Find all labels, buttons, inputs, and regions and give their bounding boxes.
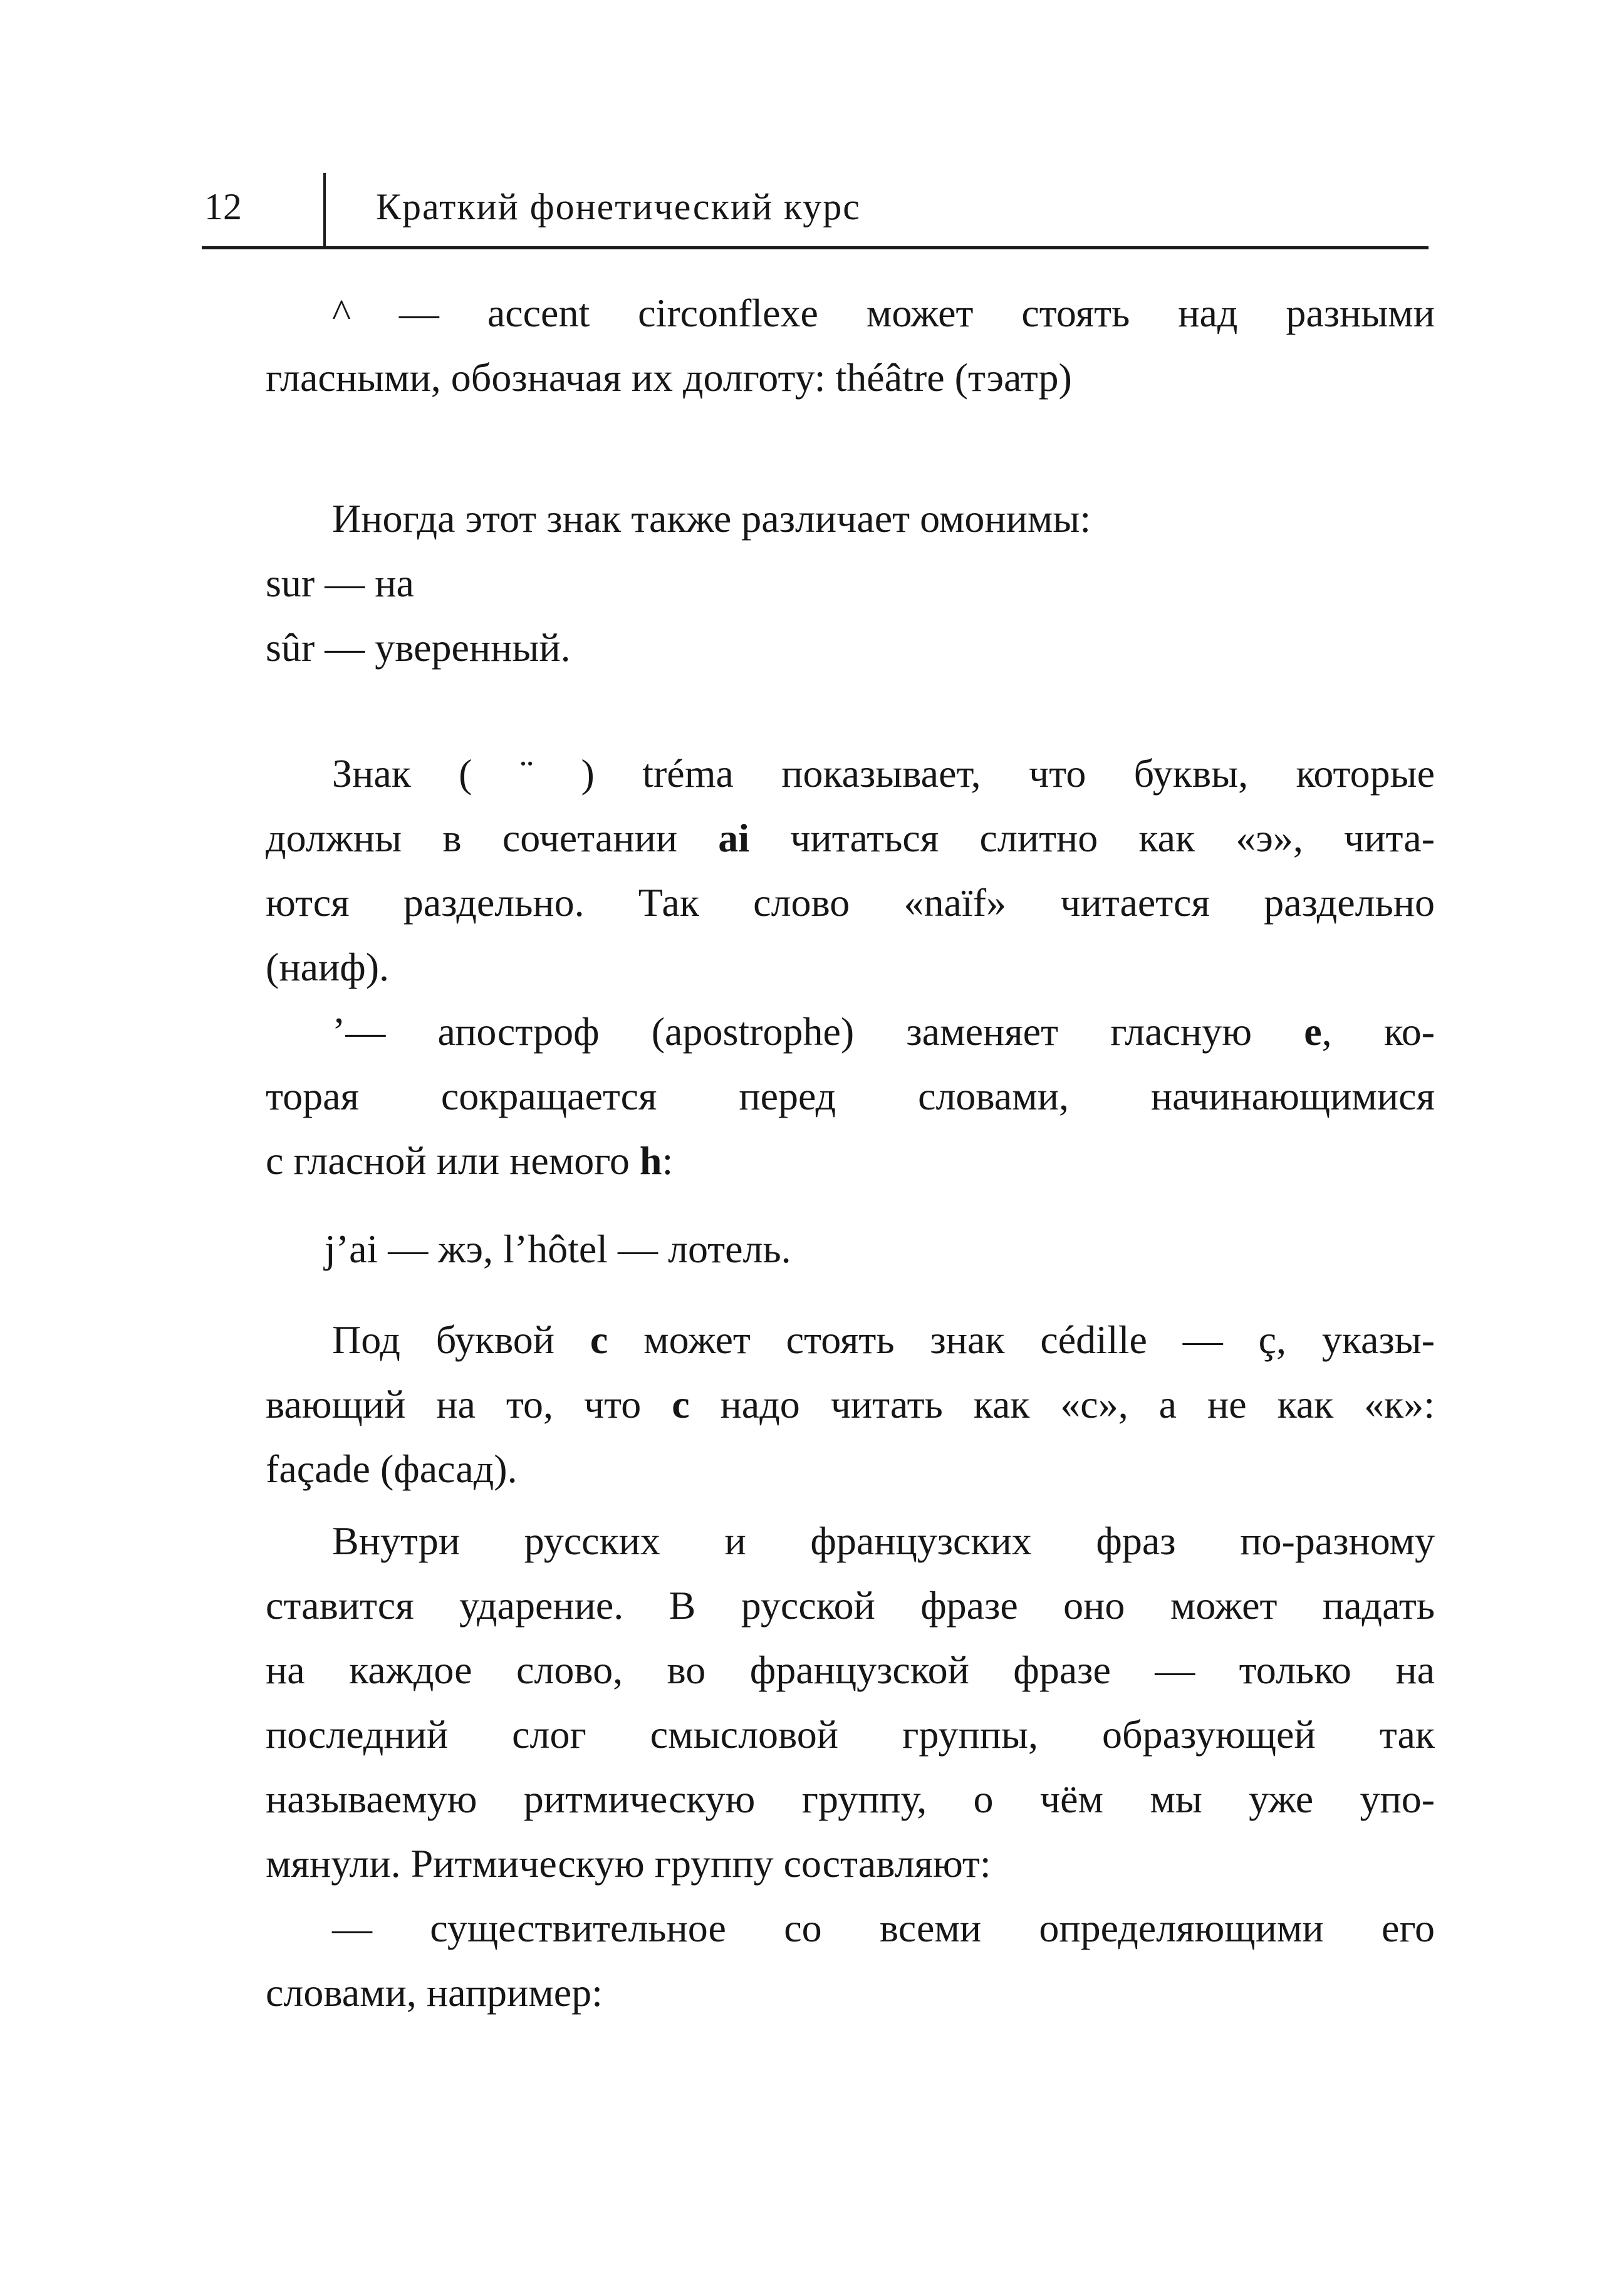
text-segment: sur — на	[266, 561, 414, 605]
text-line	[266, 1307, 1435, 1372]
text-segment: ставится ударение. В русской фразе оно может падать	[266, 1583, 1435, 1628]
para-homonyms-intro	[266, 486, 1435, 551]
text-line	[266, 870, 1435, 935]
text-line	[266, 1128, 1435, 1193]
text-segment: Под буквой	[332, 1317, 590, 1362]
header-rule	[202, 246, 1429, 249]
para-apostrophe	[266, 999, 1435, 1193]
text-line	[266, 999, 1435, 1064]
text-segment: sûr — уверенный.	[266, 625, 571, 670]
text-line	[266, 1372, 1435, 1436]
text-line	[266, 486, 1435, 551]
text-segment: мянули. Ритмическую группу составляют:	[266, 1841, 991, 1886]
text-line	[266, 806, 1435, 870]
example-jai-lhotel	[266, 1217, 1435, 1281]
text-segment: гласными, обозначая их долготу: théâtre (тэатр)	[266, 355, 1072, 400]
page-number: 12	[204, 186, 242, 227]
text-segment: Внутри русских и французских фраз по-разному	[332, 1519, 1435, 1563]
bold-letter: с	[672, 1382, 690, 1426]
text-segment: должны в сочетании	[266, 816, 719, 860]
text-line	[266, 741, 1435, 806]
text-line	[266, 1831, 1435, 1896]
text-line	[266, 1960, 1435, 2025]
bold-letter: h	[639, 1138, 662, 1183]
text-line	[266, 1767, 1435, 1831]
text-segment: ’— апостроф (apostrophe) заменяет гласную	[332, 1009, 1304, 1054]
text-segment: :	[662, 1138, 674, 1183]
text-segment: Знак ( ¨ ) tréma показывает, что буквы, которые	[332, 751, 1435, 796]
text-line	[266, 345, 1435, 410]
header-vertical-divider	[323, 173, 326, 249]
text-line	[266, 1217, 1435, 1281]
text-line	[266, 1638, 1435, 1702]
text-line	[266, 1509, 1435, 1573]
text-segment: читаться слитно как «э», чита-	[749, 816, 1435, 860]
text-line	[266, 1573, 1435, 1638]
text-segment: ^ — accent circonflexe может стоять над разными	[332, 291, 1435, 335]
text-segment: façade (фасад).	[266, 1447, 518, 1491]
text-segment: словами, например:	[266, 1970, 603, 2015]
para-trema	[266, 741, 1435, 999]
para-cedille	[266, 1307, 1435, 1501]
text-segment: — существительное со всеми определяющими его	[332, 1906, 1435, 1950]
example-sur-circonflexe	[266, 615, 1435, 680]
example-sur	[266, 551, 1435, 615]
text-segment: (наиф).	[266, 945, 389, 989]
text-segment: может стоять знак cédille — ç, указы-	[608, 1317, 1435, 1362]
text-segment: ются раздельно. Так слово «naïf» читается раздельно	[266, 880, 1435, 925]
bold-letter: с	[590, 1317, 608, 1362]
bold-letter: е	[1304, 1009, 1322, 1054]
text-line	[266, 1702, 1435, 1767]
text-body	[266, 281, 1435, 2025]
text-line	[266, 1896, 1435, 1960]
chapter-title: Краткий фонетический курс	[376, 186, 861, 227]
text-segment: вающий на то, что	[266, 1382, 672, 1426]
text-line	[266, 1436, 1435, 1501]
para-stress	[266, 1509, 1435, 1896]
para-circonflexe	[266, 281, 1435, 410]
text-segment: называемую ритмическую группу, о чём мы уже упо-	[266, 1777, 1435, 1821]
text-line	[266, 551, 1435, 615]
text-line	[266, 615, 1435, 680]
text-segment: надо читать как «с», а не как «к»:	[689, 1382, 1435, 1426]
text-line	[266, 281, 1435, 345]
text-segment: последний слог смысловой группы, образующей так	[266, 1712, 1435, 1757]
bold-letter: ai	[718, 816, 750, 860]
text-segment: торая сокращается перед словами, начинающимися	[266, 1074, 1435, 1118]
text-segment: Иногда этот знак также различает омонимы:	[332, 496, 1091, 541]
text-segment: j’ai — жэ, l’hôtel — лотель.	[325, 1227, 791, 1271]
text-segment: , ко-	[1321, 1009, 1435, 1054]
para-rhythmic-group-item	[266, 1896, 1435, 2025]
text-segment: на каждое слово, во французской фразе — только на	[266, 1648, 1435, 1692]
text-line	[266, 1064, 1435, 1128]
text-segment: с гласной или немого	[266, 1138, 640, 1183]
text-line	[266, 935, 1435, 999]
